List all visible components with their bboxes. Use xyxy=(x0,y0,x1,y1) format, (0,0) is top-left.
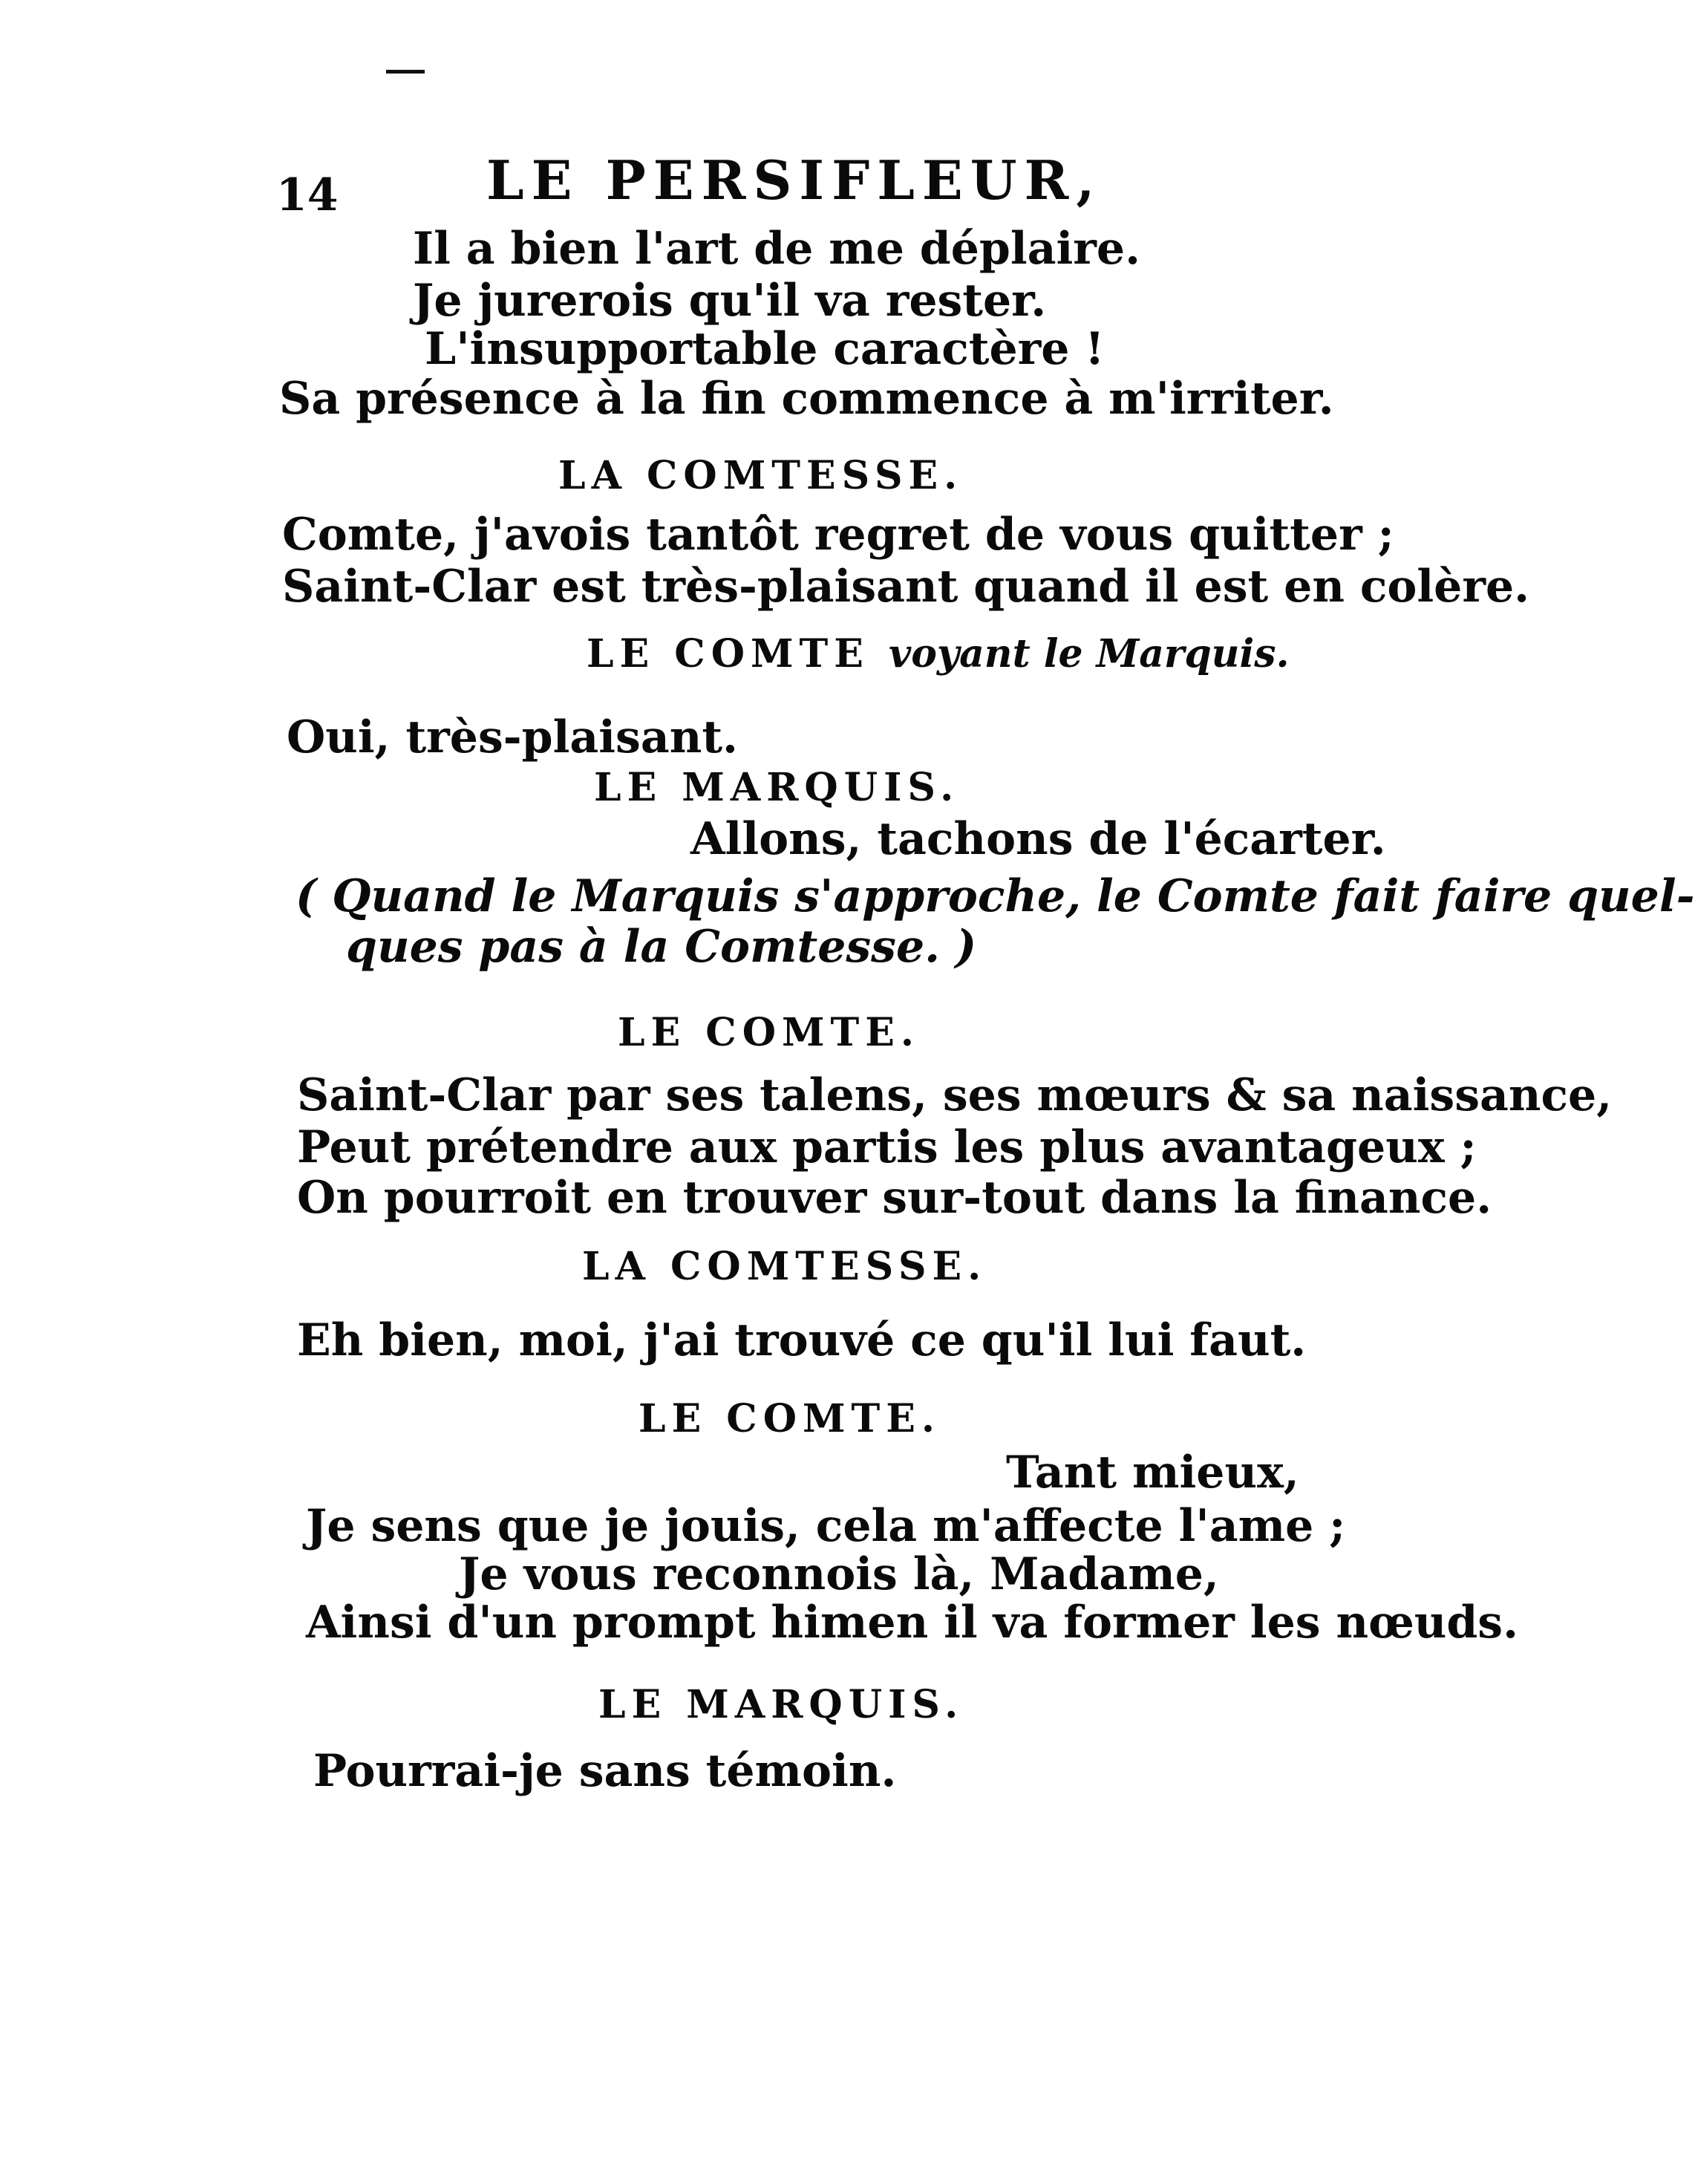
speaker-name: LE MARQUIS. xyxy=(598,1682,964,1727)
speaker-name: LE MARQUIS. xyxy=(594,765,960,810)
verse-line: Saint-Clar est très-plaisant quand il est en colère. xyxy=(282,561,1530,613)
stage-direction: ( Quand le Marquis s'approche, le Comte fait faire quel- xyxy=(295,870,1695,922)
top-rule-mark xyxy=(386,70,425,74)
verse-line: Je sens que je jouis, cela m'affecte l'ame ; xyxy=(306,1500,1346,1552)
verse-line: Il a bien l'art de me déplaire. xyxy=(413,223,1140,275)
speaker-name: LA COMTESSE. xyxy=(582,1244,987,1289)
verse-line: Sa présence à la fin commence à m'irriter. xyxy=(279,373,1334,425)
verse-line: L'insupportable caractère ! xyxy=(425,323,1105,375)
speaker-name: LE COMTE. xyxy=(639,1396,941,1441)
verse-line: Je vous reconnois là, Madame, xyxy=(459,1548,1219,1600)
verse-line: Ainsi d'un prompt himen il va former les nœuds. xyxy=(306,1597,1518,1649)
speaker-name xyxy=(587,631,1290,677)
verse-line: Comte, j'avois tantôt regret de vous quitter ; xyxy=(282,509,1394,561)
stage-direction: ques pas à la Comtesse. ) xyxy=(346,921,977,973)
page-number: 14 xyxy=(276,169,339,221)
verse-line: Je jurerois qu'il va rester. xyxy=(413,275,1047,327)
verse-line: Allons, tachons de l'écarter. xyxy=(690,813,1386,865)
verse-line: Pourrai-je sans témoin. xyxy=(313,1745,897,1797)
verse-line: Saint-Clar par ses talens, ses mœurs & sa naissance, xyxy=(297,1069,1613,1121)
verse-line: Tant mieux, xyxy=(1006,1447,1299,1499)
verse-line: Peut prétendre aux partis les plus avantageux ; xyxy=(297,1121,1477,1173)
speaker-name: LE COMTE. xyxy=(618,1010,920,1055)
speaker-name: LA COMTESSE. xyxy=(558,453,964,498)
stage-direction-inline: voyant le Marquis. xyxy=(888,631,1290,677)
speaker-label: LE COMTE xyxy=(587,631,869,677)
verse-line: Oui, très-plaisant. xyxy=(287,711,738,763)
verse-line: On pourroit en trouver sur-tout dans la finance. xyxy=(297,1172,1492,1224)
verse-line: Eh bien, moi, j'ai trouvé ce qu'il lui faut. xyxy=(297,1314,1307,1366)
running-title: LE PERSIFLEUR, xyxy=(486,149,1103,212)
